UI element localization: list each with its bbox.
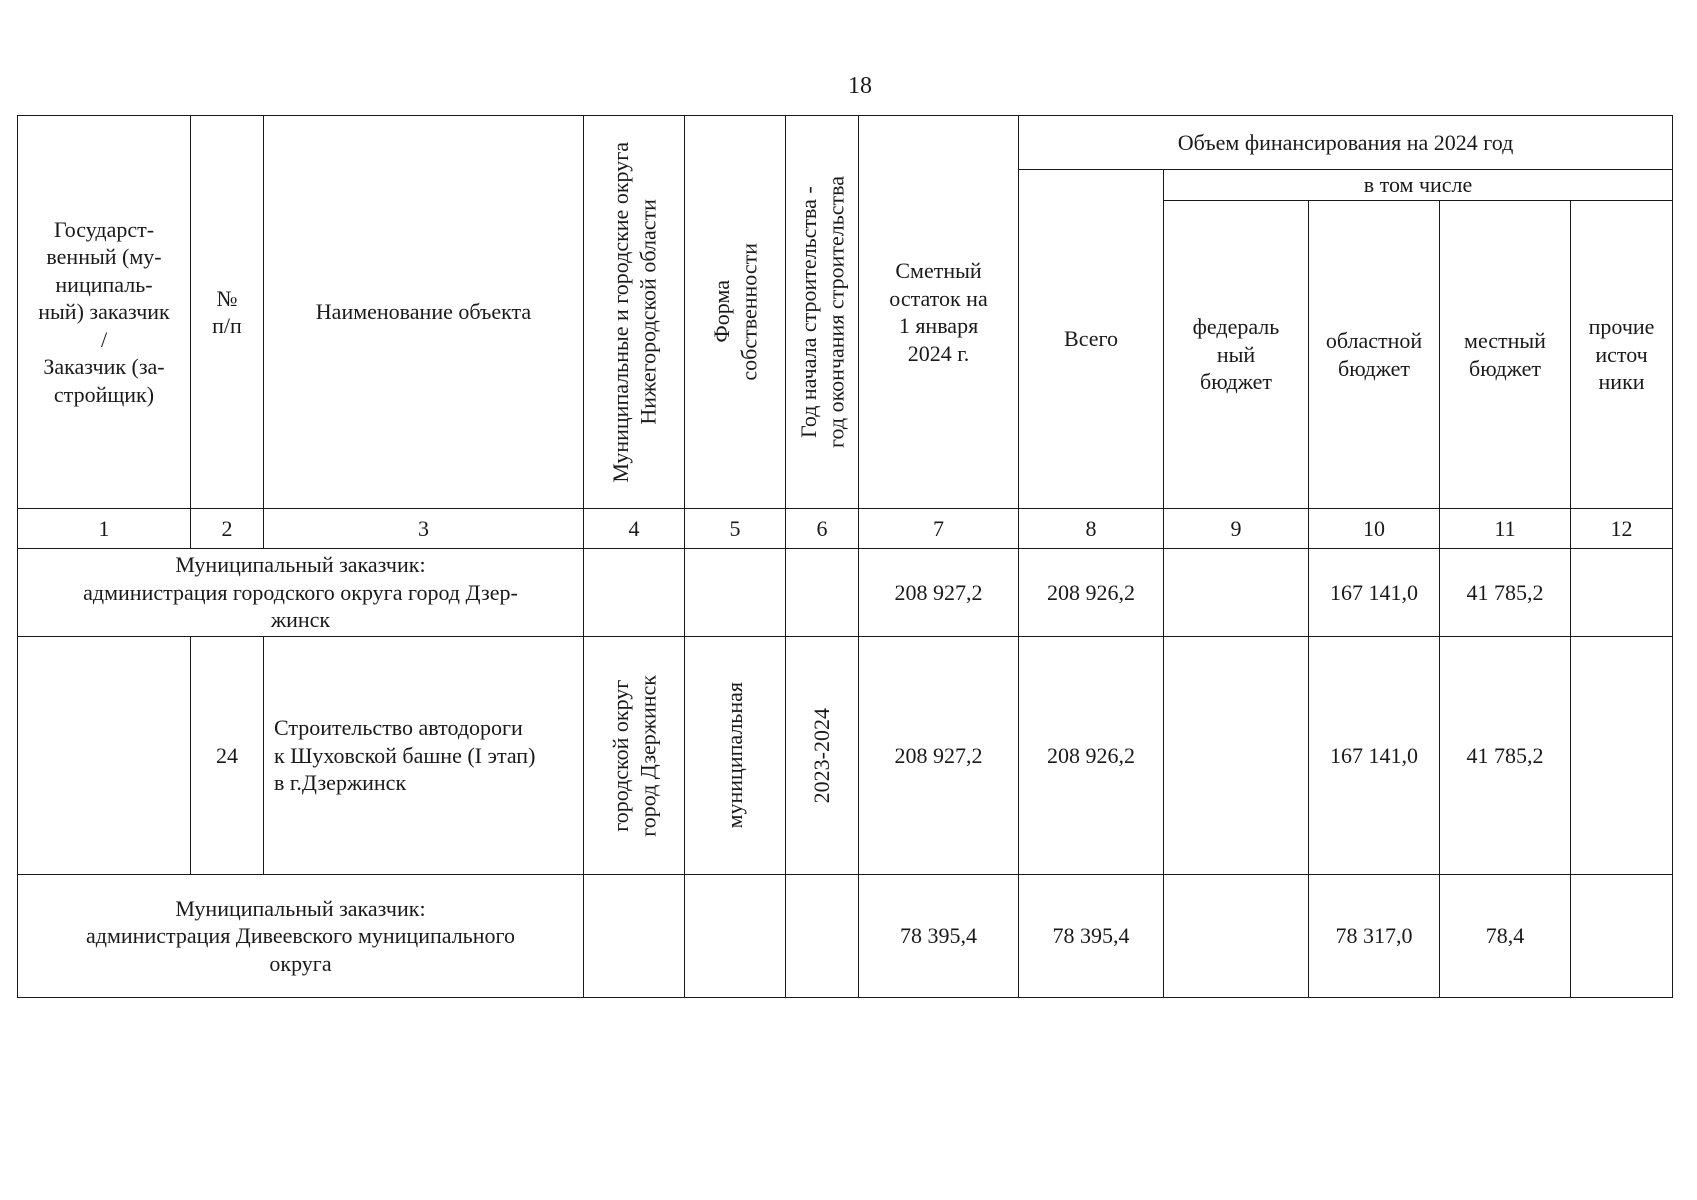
header-federal: федераль ный бюджет	[1164, 201, 1309, 509]
header-estimate: Сметный остаток на 1 января 2024 г.	[859, 116, 1019, 509]
header-years-text: Год начала строительства - год окончания строительства	[795, 176, 848, 448]
ownership-cell	[685, 637, 786, 875]
column-number: 10	[1309, 509, 1440, 549]
header-local: местный бюджет	[1440, 201, 1571, 509]
ownership-text: муниципальная	[722, 682, 748, 829]
total-value: 208 926,2	[1019, 637, 1164, 875]
empty-cell	[786, 549, 859, 637]
empty-cell	[685, 875, 786, 998]
years-text: 2023-2024	[809, 707, 835, 804]
header-customer: Государст- венный (му- ниципаль- ный) заказчик / Заказчик (за- стройщик)	[18, 116, 191, 509]
page-number: 18	[848, 73, 872, 99]
empty-cell	[786, 875, 859, 998]
regional-value: 167 141,0	[1309, 549, 1440, 637]
empty-cell	[584, 549, 685, 637]
column-number: 5	[685, 509, 786, 549]
local-value: 78,4	[1440, 875, 1571, 998]
total-value: 78 395,4	[1019, 875, 1164, 998]
column-number: 3	[264, 509, 584, 549]
header-municipality-text: Муниципальные и городские округа Нижегородской области	[607, 141, 660, 483]
header-regional: областной бюджет	[1309, 201, 1440, 509]
header-other: прочие источ ники	[1571, 201, 1673, 509]
column-number: 1	[18, 509, 191, 549]
other-value	[1571, 637, 1673, 875]
group-row-dzerzhinsk	[18, 549, 1673, 637]
total-value: 208 926,2	[1019, 549, 1164, 637]
header-years	[786, 116, 859, 509]
header-including: в том числе	[1164, 170, 1673, 201]
local-value: 41 785,2	[1440, 637, 1571, 875]
municipality-text: городской округ город Дзержинск	[607, 674, 660, 837]
regional-value: 167 141,0	[1309, 637, 1440, 875]
column-number: 2	[191, 509, 264, 549]
column-number-row	[18, 509, 1673, 549]
column-number: 9	[1164, 509, 1309, 549]
group-label: Муниципальный заказчик: администрация Дивеевского муниципального округа	[18, 875, 584, 998]
column-number: 11	[1440, 509, 1571, 549]
years-cell	[786, 637, 859, 875]
federal-value	[1164, 549, 1309, 637]
other-value	[1571, 549, 1673, 637]
row-number: 24	[191, 637, 264, 875]
empty-cell	[685, 549, 786, 637]
estimate-value: 208 927,2	[859, 637, 1019, 875]
object-row-24	[18, 637, 1673, 875]
column-number: 8	[1019, 509, 1164, 549]
column-number: 12	[1571, 509, 1673, 549]
regional-value: 78 317,0	[1309, 875, 1440, 998]
column-number: 4	[584, 509, 685, 549]
header-ownership	[685, 116, 786, 509]
column-number: 6	[786, 509, 859, 549]
other-value	[1571, 875, 1673, 998]
header-object-name: Наименование объекта	[264, 116, 584, 509]
local-value: 41 785,2	[1440, 549, 1571, 637]
financing-table	[17, 115, 1673, 998]
group-label: Муниципальный заказчик: администрация городского округа город Дзер- жинск	[18, 549, 584, 637]
object-name: Строительство автодороги к Шуховской башне (I этап) в г.Дзержинск	[264, 637, 584, 875]
header-financing-title: Объем финансирования на 2024 год	[1019, 116, 1673, 170]
estimate-value: 208 927,2	[859, 549, 1019, 637]
header-total: Всего	[1019, 170, 1164, 509]
empty-cell	[584, 875, 685, 998]
municipality-cell	[584, 637, 685, 875]
header-number: № п/п	[191, 116, 264, 509]
federal-value	[1164, 637, 1309, 875]
federal-value	[1164, 875, 1309, 998]
empty-cell	[18, 637, 191, 875]
column-number: 7	[859, 509, 1019, 549]
group-row-diveevo	[18, 875, 1673, 998]
header-ownership-text: Форма собственности	[708, 243, 761, 381]
header-municipality	[584, 116, 685, 509]
estimate-value: 78 395,4	[859, 875, 1019, 998]
